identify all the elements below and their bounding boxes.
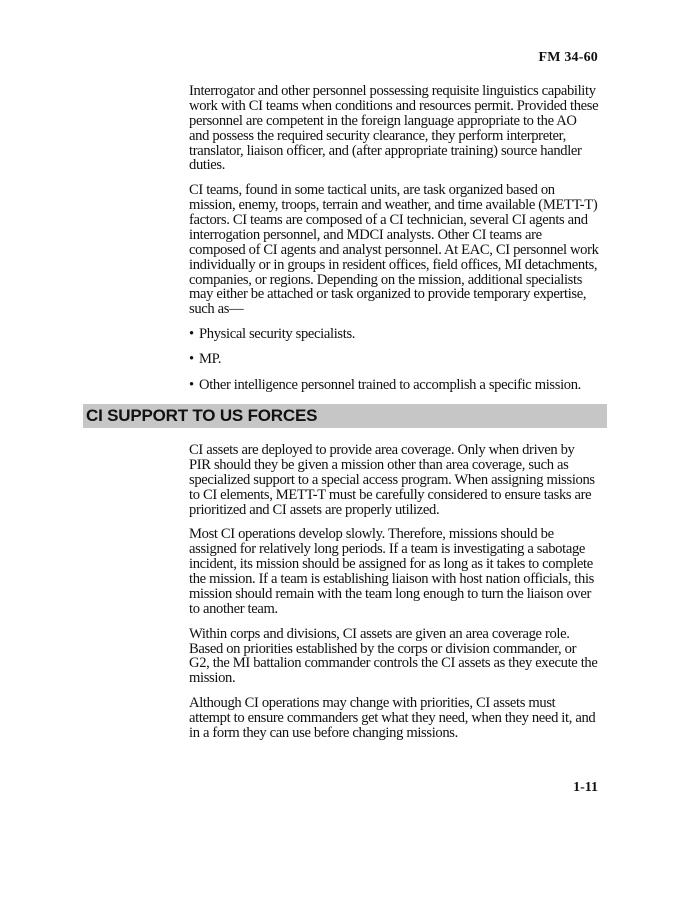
list-item-text: Other intelligence personnel trained to accomplish a specific mission. <box>199 376 581 393</box>
manual-id-header: FM 34-60 <box>538 50 598 65</box>
bullet-icon: • <box>189 376 194 393</box>
list-item <box>189 352 599 367</box>
section-text-block <box>189 443 599 751</box>
bullet-icon: • <box>189 326 194 343</box>
page-number: 1-11 <box>573 780 598 795</box>
bullet-icon: • <box>189 351 194 368</box>
list-item-text: MP. <box>199 351 222 368</box>
paragraph-ci-operations-develop: Most CI operations develop slowly. Therefore, missions should be assigned for relatively long periods. If a team is investigating a sabotage incident, its mission should be assigned for as long as it takes to complete the mission. If a team is establishing liaison with host nation officials, this mission should remain with the team long enough to turn the liaison over to another team. <box>189 526 594 617</box>
section-title: CI SUPPORT TO US FORCES <box>86 406 318 425</box>
intro-text-block <box>189 84 599 403</box>
paragraph-area-coverage: CI assets are deployed to provide area coverage. Only when driven by PIR should they be given a mission other than area coverage, such as specialized support to a special access program. When assigning missions to CI elements, METT-T must be carefully considered to ensure tasks are prioritized and CI assets are properly utilized. <box>189 442 595 518</box>
paragraph-ci-teams: CI teams, found in some tactical units, are task organized based on mission, enemy, troops, terrain and weather, and time available (METT-T) factors. CI teams are composed of a CI technician, several CI agents and interrogation personnel, and MDCI analysts. Other CI teams are composed of CI agents and analyst personnel. At EAC, CI personnel work individually or in groups in resident offices, field offices, MI detachments, companies, or regions. Depending on the mission, additional specialists may either be attached or task organized to provide temporary expertise, such as— <box>189 182 599 318</box>
paragraph-changing-missions: Although CI operations may change with priorities, CI assets must attempt to ensure commanders get what they need, when they need it, and in a form they can use before changing missions. <box>189 695 596 741</box>
list-item <box>189 327 599 342</box>
paragraph-interrogator-personnel: Interrogator and other personnel possessing requisite linguistics capability work with CI teams when conditions and resources permit. Provided these personnel are competent in the foreign language appropriate to the AO and possess the required security clearance, they perform interpreter, translator, liaison officer, and (after appropriate training) source handler duties. <box>189 83 599 174</box>
list-item-text: Physical security specialists. <box>199 326 356 343</box>
specialist-bullet-list <box>189 327 599 393</box>
list-item <box>189 378 599 393</box>
paragraph-corps-divisions: Within corps and divisions, CI assets are given an area coverage role. Based on priorities established by the corps or division commander, or G2, the MI battalion commander controls the CI assets as they execute the mission. <box>189 625 598 687</box>
section-heading-bar <box>83 404 607 428</box>
